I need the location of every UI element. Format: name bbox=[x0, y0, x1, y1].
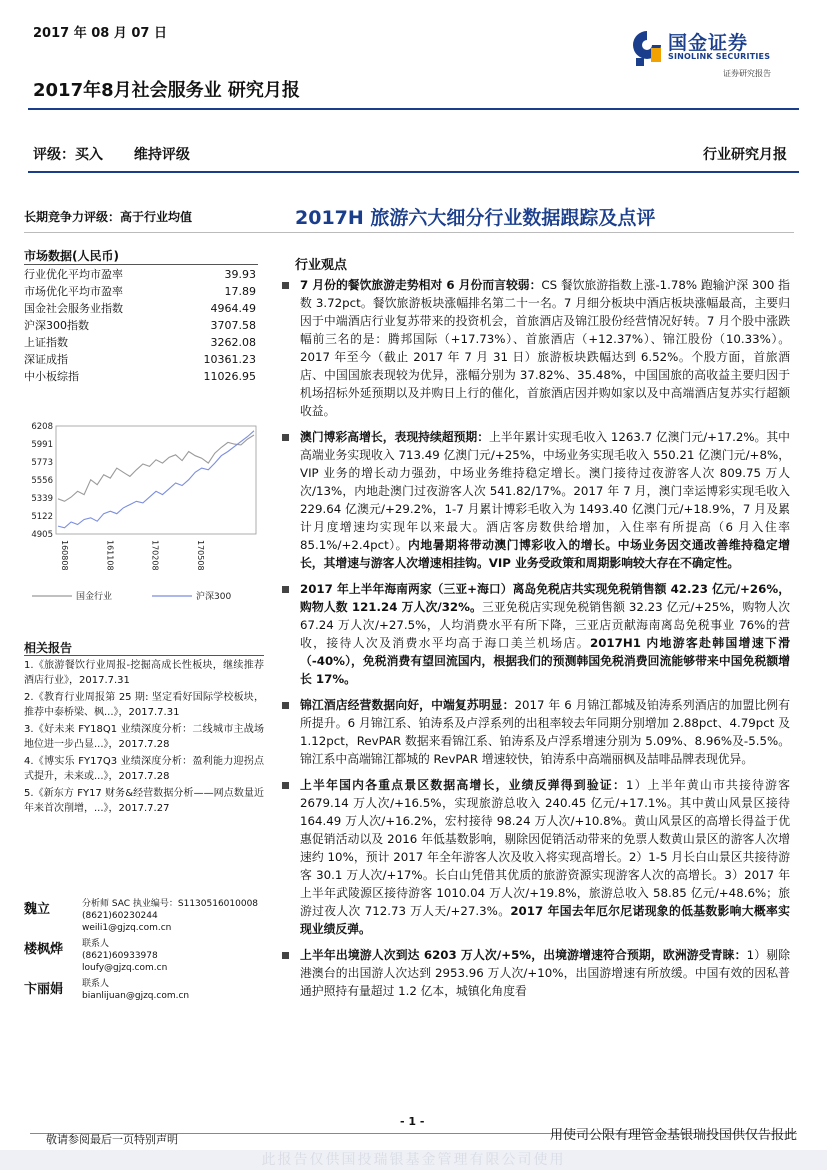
market-label: 行业优化平均市盈率 bbox=[24, 268, 123, 281]
market-row bbox=[24, 351, 256, 368]
market-label: 沪深300指数 bbox=[24, 319, 89, 332]
index-chart bbox=[24, 418, 260, 602]
market-value: 10361.23 bbox=[203, 353, 256, 366]
report-type: 行业研究月报 bbox=[703, 147, 787, 163]
report-date: 2017 年 08 月 07 日 bbox=[33, 26, 167, 41]
bullet-icon bbox=[282, 434, 289, 441]
related-report-item: 5.《新东方 FY17 财务&经营数据分析——网点数量近年来首次削增，...》，2017.7.27 bbox=[24, 788, 264, 814]
paragraph-text: CS 餐饮旅游指数上涨-1.78% 跑输沪深 300 指数 3.72pct。餐饮旅游板块涨幅排名第二十一名。7 月细分板块中酒店板块涨幅最高，主要归因于中端酒店行业复苏带来的投资机会，首旅酒店及锦江股份经营情况好转。7 月个股中涨跌幅前三名的是：腾邦国际（+17.73%）、首旅酒店（+12.37%）、锦江股份（10.33%）。2017 年至今（截止 2017 年 7 月 31 日）旅游板块跌幅达到 6.52%。个股方面，首旅酒店、中国国旅表现较为优异，涨幅分别为 37.82%、35.48%，中国国旅的高收益主要归因于机场招标外延预期以及并购日上行的催化，首旅酒店因并购如家以及中高端酒店复苏实行超额收益。 bbox=[300, 278, 790, 418]
paragraph-text: 上半年累计实现毛收入 1263.7 亿澳门元/+17.2%。其中高端业务实现收入 713.49 亿澳门元/+25%，中场业务实现毛收入 550.21 亿澳门元/+8%，VIP 业务的增长动力强劲，中场业务维持稳定增长。澳门接待过夜游客人次 809.75 万人次/13%，内地赴澳门过夜游客人次 541.82/17%。2017 年 7 月，澳门幸运博彩实现毛收入 229.64 亿澳元/+29.2%，1-7 月累计博彩毛收入为 1493.40 亿澳门元/+18.9%，7 月及累计月度增速均实现年以来最大。酒店客房数供给增加，入住率有所提高（6 月入住率 85.1%/+2.4pct）。 bbox=[300, 430, 790, 552]
paragraph-text: 三亚免税店实现免税销售额 32.23 亿元/+25%，购物人次 67.24 万人次/+27.5%，人均消费水平有所下降，三亚店贡献海南离岛免税事业 76%的营收，接待人次及消费水平均高于海口美兰机场店。 bbox=[300, 600, 790, 650]
headline: 2017H 旅游六大细分行业数据跟踪及点评 bbox=[295, 207, 656, 229]
market-row bbox=[24, 368, 256, 385]
analyst-info bbox=[82, 898, 258, 934]
section-title: 行业观点 bbox=[295, 258, 348, 273]
title-divider bbox=[28, 108, 799, 110]
paragraph-bold: 澳门博彩高增长，表现持续超预期： bbox=[300, 430, 490, 444]
related-report-item: 2.《教育行业周报第 25 期: 坚定看好国际学校板块，推荐中泰桥梁、枫...》，2017.7.31 bbox=[24, 692, 264, 718]
analyst-line: (8621)60230244 bbox=[82, 911, 158, 921]
paragraph-text: 1）上半年黄山市共接待游客 2679.14 万人次/+16.5%，实现旅游总收入 240.45 亿元/+17.1%。其中黄山风景区接待 164.49 万人次/+16.2%，宏村接待 98.24 万人次/+10.8%。黄山风景区的高增长得益于优惠促销活动以及 2016 年低基数影响，剔除因促销活动带来的免票人数黄山景区的游客人次增速约 10%，预计 2017 年全年游客人次及收入将实现高增长。2）1-5 月长白山景区共接待游客 30.1 万人次/+17%。长白山凭借其优质的旅游资源实现游客人次的高增长。3）2017 年上半年武陵源区接待游客 1010.04 万人次/+19.8%，旅游总收入 58.85 亿元/+48.6%；旅游过夜人次 712.73 万人天/+27.3%。 bbox=[300, 778, 790, 918]
market-value: 39.93 bbox=[224, 268, 256, 281]
rating-divider bbox=[28, 171, 799, 173]
report-title: 2017年8月社会服务业 研究月报 bbox=[33, 80, 300, 101]
main-column bbox=[280, 276, 790, 1008]
y-tick-label: 5556 bbox=[31, 476, 53, 486]
market-row bbox=[24, 317, 256, 334]
x-tick-label: 161108 bbox=[105, 540, 115, 571]
y-tick-label: 6208 bbox=[31, 422, 53, 432]
bullet-icon bbox=[282, 702, 289, 709]
footer-right-text: 用使司公限有理管金基银瑞投国供仅告报此 bbox=[549, 1128, 797, 1143]
footer-disclaimer: 敬请参阅最后一页特别声明 bbox=[46, 1133, 178, 1146]
paragraph-text: 1）剔除港澳台的出国游人次达到 2953.96 万人次/+10%，出国游增速有所放缓。中国有效的因私普通护照持有量超过 1.2 亿本，城镇化角度看 bbox=[300, 948, 790, 998]
logo-subtitle: 证券研究报告 bbox=[723, 69, 771, 78]
x-tick-label: 160808 bbox=[60, 540, 69, 571]
rating-keep: 维持评级 bbox=[133, 147, 190, 163]
market-divider bbox=[24, 264, 258, 265]
market-value: 11026.95 bbox=[203, 370, 256, 383]
watermark: 此报告仅供国投瑞银基金管理有限公司使用 bbox=[0, 1150, 827, 1170]
analyst-line: (8621)60933978 bbox=[82, 951, 158, 961]
long-term-rating: 长期竞争力评级：高于行业均值 bbox=[24, 210, 193, 224]
viewpoint-paragraph bbox=[280, 696, 790, 768]
rating-label: 评级：买入 bbox=[33, 147, 103, 163]
related-reports-title: 相关报告 bbox=[24, 641, 73, 655]
analyst-name: 魏立 bbox=[24, 902, 51, 917]
market-value: 4964.49 bbox=[210, 302, 256, 315]
viewpoint-paragraph bbox=[280, 776, 790, 938]
paragraph-bold-tail: 内地暑期将带动澳门博彩收入的增长。中场业务因交通改善维持稳定增长，其增速与游客人次增速相挂钩。VIP 业务受政策和周期影响较大存在不确定性。 bbox=[300, 538, 791, 570]
market-data-title: 市场数据(人民币) bbox=[24, 249, 119, 263]
viewpoint-paragraph bbox=[280, 276, 790, 420]
related-divider bbox=[24, 655, 264, 656]
bullet-icon bbox=[282, 586, 289, 593]
analyst-info bbox=[82, 938, 167, 974]
y-tick-label: 5339 bbox=[31, 494, 53, 504]
y-tick-label: 5122 bbox=[31, 512, 53, 522]
viewpoint-paragraph bbox=[280, 580, 790, 688]
analyst-info bbox=[82, 978, 189, 1002]
related-report-item: 3.《好未来 FY18Q1 业绩深度分析：二线城市主战场地位进一步凸显...》，2017.7.28 bbox=[24, 724, 264, 750]
y-tick-label: 5991 bbox=[31, 440, 53, 450]
legend-label: 沪深300 bbox=[196, 592, 232, 602]
market-row bbox=[24, 300, 256, 317]
paragraph-bold: 上半年国内各重点景区数据高增长，业绩反弹得到验证： bbox=[300, 778, 626, 792]
page-number: - 1 - bbox=[400, 1115, 425, 1128]
analyst-line: 联系人 bbox=[82, 939, 110, 949]
market-value: 17.89 bbox=[224, 285, 256, 298]
viewpoint-paragraph bbox=[280, 946, 790, 1000]
paragraph-bold: 上半年出境游人次到达 6203 万人次/+5%，出境游增速符合预期，欧洲游受青睐： bbox=[300, 948, 747, 962]
legend-label: 国金行业 bbox=[76, 592, 113, 602]
logo-text-cn: 国金证券 bbox=[668, 32, 749, 54]
y-tick-label: 5773 bbox=[31, 458, 53, 468]
x-tick-label: 170208 bbox=[150, 540, 160, 571]
viewpoint-paragraph bbox=[280, 428, 790, 572]
y-tick-label: 4905 bbox=[31, 530, 53, 540]
paragraph-bold: 锦江酒店经营数据向好，中端复苏明显： bbox=[300, 698, 515, 712]
paragraph-text: 2017 年 6 月锦江都城及铂涛系列酒店的加盟比例有所提升。6 月锦江系、铂涛系及卢浮系列的出租率较去年同期分别增加 2.88pct、4.79pct 及 1.12pct，RevPAR 数据来看锦江系、铂涛系及卢浮系增速分别为 5.09%、8.96%及-5.5%。锦江系中高端锦江都城的 RevPAR 增速较快，铂涛系中高端丽枫及喆啡品牌表现优异。 bbox=[300, 698, 790, 766]
sinolink-logo-icon bbox=[630, 28, 664, 68]
x-tick-label: 170508 bbox=[196, 540, 205, 571]
analyst-line: 联系人 bbox=[82, 979, 110, 989]
market-label: 上证指数 bbox=[24, 336, 68, 349]
bullet-icon bbox=[282, 952, 289, 959]
rating-bar bbox=[33, 144, 216, 164]
analyst-line: weili1@gjzq.com.cn bbox=[82, 923, 172, 933]
analyst-name: 卞丽娟 bbox=[24, 982, 64, 997]
headline-divider bbox=[24, 232, 794, 233]
bullet-icon bbox=[282, 282, 289, 289]
related-reports-list bbox=[24, 658, 264, 818]
market-value: 3707.58 bbox=[210, 319, 256, 332]
paragraph-bold-tail: 2017H1 内地游客赴韩国增速下滑（-40%），免税消费有望回流国内，根据我们的预测韩国免税消费回流能够带来中国免税额增长 17%。 bbox=[300, 636, 790, 686]
bullet-icon bbox=[282, 782, 289, 789]
paragraph-bold-tail: 2017 年国去年厄尔尼诺现象的低基数影响大概率实现业绩反弹。 bbox=[300, 904, 790, 936]
analyst-line: bianlijuan@gjzq.com.cn bbox=[82, 991, 190, 1001]
market-label: 深证成指 bbox=[24, 353, 68, 366]
related-report-item: 1.《旅游餐饮行业周报-挖掘高成长性板块，继续推荐酒店行业》，2017.7.31 bbox=[24, 660, 264, 686]
market-data-table bbox=[24, 266, 256, 385]
chart-svg bbox=[24, 418, 260, 602]
company-logo bbox=[630, 24, 790, 84]
market-row bbox=[24, 283, 256, 300]
market-label: 中小板综指 bbox=[24, 370, 79, 383]
market-label: 市场优化平均市盈率 bbox=[24, 285, 123, 298]
analyst-name: 楼枫烨 bbox=[24, 942, 64, 957]
market-row bbox=[24, 266, 256, 283]
market-row bbox=[24, 334, 256, 351]
logo-text-en: SINOLINK SECURITIES bbox=[668, 52, 771, 61]
analyst-line: loufy@gjzq.com.cn bbox=[82, 963, 168, 973]
paragraph-bold: 2017 年上半年海南两家（三亚+海口）离岛免税店共实现免税销售额 42.23 亿元/+26%，购物人数 121.24 万人次/32%。 bbox=[300, 582, 790, 614]
market-label: 国金社会服务业指数 bbox=[24, 302, 123, 315]
related-report-item: 4.《博实乐 FY17Q3 业绩深度分析：盈利能力迎拐点式提升，未来或...》，2017.7.28 bbox=[24, 756, 264, 782]
paragraph-bold: 7 月份的餐饮旅游走势相对 6 月份而言较弱： bbox=[300, 278, 542, 292]
market-value: 3262.08 bbox=[210, 336, 256, 349]
chart-frame bbox=[56, 426, 256, 534]
analyst-line: 分析师 SAC 执业编号：S1130516010008 bbox=[82, 899, 259, 909]
